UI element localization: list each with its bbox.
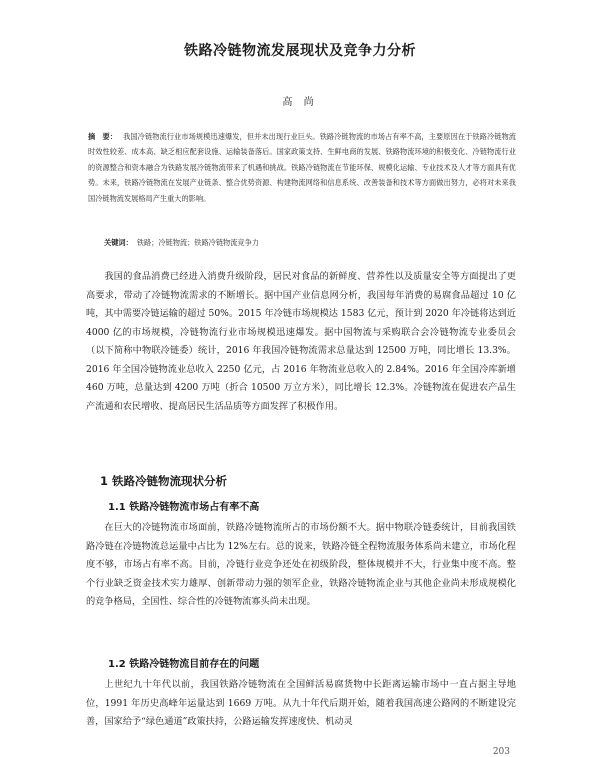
author-name: 高 尚: [282, 97, 318, 108]
paragraph-1-1: 在巨大的冷链物流市场面前，铁路冷链物流所占的市场份额不大。据中物联冷链委统计，目前我国铁路冷链在冷链物流总运量中占比为 12%左右。总的说来，铁路冷链全程物流服务体系尚未建立，市场化程度不够，市场占有率不高。目前，冷链行业竞争还处在初级阶段，整体规模并不大，行业集中度不高。整个行业缺乏资金技术实力雄厚、创新带动力强的领军企业，铁路冷链物流企业与其他企业尚未形成规模化的竞争格局，全国性、综合性的冷链物流寡头尚未出现。: [86, 522, 516, 607]
keywords-label: 关键词：: [104, 238, 133, 247]
keywords-text: 铁路；冷链物流；铁路冷链物流竞争力: [136, 238, 259, 247]
abstract-label: 摘 要：: [88, 132, 118, 141]
intro-section: [86, 268, 516, 416]
section-heading-1-1: 1.1 铁路冷链物流市场占有率不高: [108, 502, 260, 513]
page-number: 203: [492, 747, 510, 757]
abstract: [88, 129, 516, 206]
intro-paragraph: 我国的食品消费已经进入消费升级阶段，居民对食品的新鲜度、营养性以及质量安全等方面提出了更高要求，带动了冷链物流需求的不断增长。据中国产业信息网分析，我国每年消费的易腐食品超过 10 亿吨，其中需要冷链运输的超过 50%。2015 年冷链市场规模达 1583 亿元，预计到 2020 年冷链将达到近 4000 亿的市场规模，冷链物流行业市场规模迅速爆发。据中国物流与采购联合会冷链物流专业委员会（以下简称中物联冷链委）统计，2016 年我国冷链物流需求总量达到 12500 万吨，同比增长 13.3%。2016 年全国冷链物流业总收入 2250 亿元，占 2016 年物流业总收入的 2.84%。2016 年全国冷库新增 460 万吨，总量达到 4200 万吨（折合 10500 万立方米），同比增长 12.3%。冷链物流在促进农产品生产流通和农民增收、提高居民生活品质等方面发挥了积极作用。: [86, 271, 516, 412]
section-1-2-body: [86, 676, 516, 732]
section-heading-1-2: 1.2 铁路冷链物流目前存在的问题: [108, 659, 260, 670]
paper-title: 铁路冷链物流发展现状及竞争力分析: [184, 43, 416, 59]
keywords: [104, 237, 514, 249]
section-heading-1: 1 铁路冷链物流现状分析: [100, 474, 228, 488]
abstract-text: 我国冷链物流行业市场规模迅速爆发，但并未出现行业巨头。铁路冷链物流的市场占有率不高，主要原因在于铁路冷链物流时效性较差、成本高、缺乏相应配套设施、运输装备落后。国家政策支持、生鲜电商的发展、铁路物流环境的积极变化、冷链物流行业的资源整合和资本融合为铁路发展冷链物流带来了机遇和挑战。铁路冷链物流在节能环保、规模化运输、专业技术及人才等方面具有优势。未来，铁路冷链物流在发展产业链条、整合优势资源、构建物流网络和信息系统、改善装备和技术等方面做出努力，必将对未来我国冷链物流发展格局产生重大的影响。: [88, 132, 516, 203]
section-1-1-body: [86, 519, 516, 612]
paragraph-1-2: 上世纪九十年代以前，我国铁路冷链物流在全国鲜活易腐货物中长距离运输市场中一直占据主导地位，1991 年历史高峰年运量达到 1669 万吨。从九十年代后期开始，随着我国高速公路网的不断建设完善，国家给予“绿色通道”政策扶持，公路运输发挥速度快、机动灵: [86, 679, 516, 727]
